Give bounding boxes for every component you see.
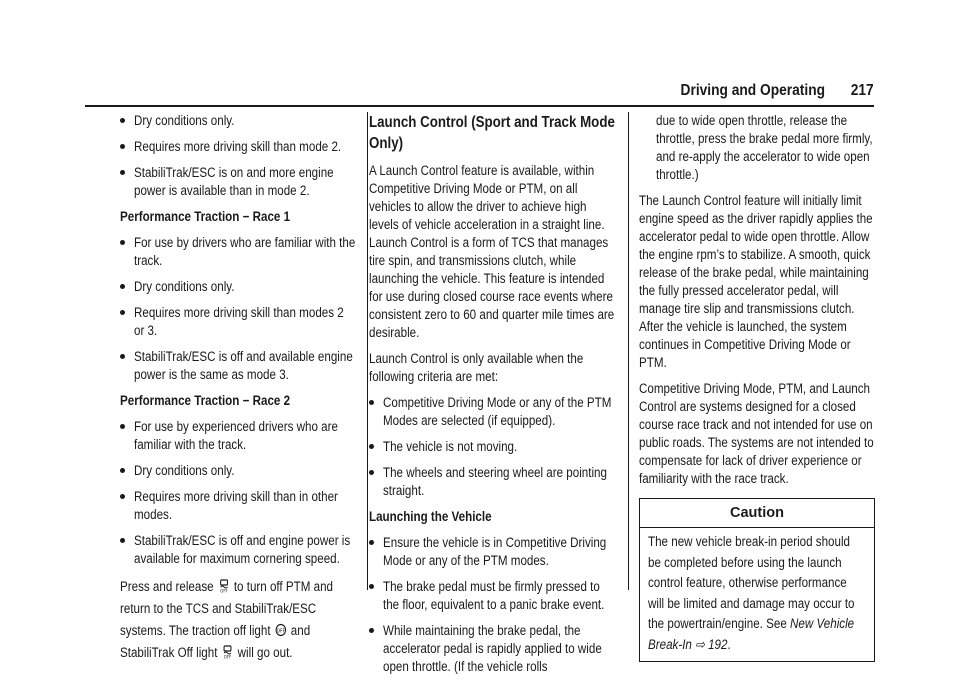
list-item: The wheels and steering wheel are pointing straight. bbox=[369, 464, 619, 500]
list-item: The vehicle is not moving. bbox=[369, 438, 619, 456]
list-item: Competitive Driving Mode or any of the PTM Modes are selected (if equipped). bbox=[369, 394, 619, 430]
race1-heading: Performance Traction − Race 1 bbox=[120, 209, 291, 224]
bullet-icon bbox=[120, 354, 125, 359]
list-item: Ensure the vehicle is in Competitive Driving Mode or any of the PTM modes. bbox=[369, 534, 619, 570]
list-item: Requires more driving skill than modes 2 or 3. bbox=[120, 304, 356, 340]
bullet-icon bbox=[120, 170, 125, 175]
caution-box bbox=[639, 498, 875, 662]
traction-off-icon bbox=[275, 623, 287, 637]
bullet-icon bbox=[369, 540, 374, 545]
list-item: For use by drivers who are familiar with the track. bbox=[120, 234, 356, 270]
bullet-icon bbox=[369, 444, 374, 449]
bullet-icon bbox=[369, 628, 374, 633]
section-title: Driving and Operating bbox=[680, 82, 825, 99]
caution-body: The new vehicle break-in period should be completed before using the launch control feature, otherwise performance will be limited and damage may occur to the powertrain/engine. See New Vehicle Break-In ⇨ 192. bbox=[648, 534, 855, 652]
page-arrow-icon: ⇨ bbox=[695, 636, 705, 652]
bullet-icon bbox=[120, 538, 125, 543]
bullet-icon bbox=[120, 284, 125, 289]
race2-heading: Performance Traction − Race 2 bbox=[120, 393, 291, 408]
bullet-icon bbox=[120, 240, 125, 245]
list-item: Requires more driving skill than mode 2. bbox=[120, 138, 356, 156]
launch-intro-paragraph: A Launch Control feature is available, within Competitive Driving Mode or PTM, on all vehicles to allow the driver to achieve high levels of vehicle acceleration in a straight line. Launch Control is a form of TCS that manages tire spin, and transmissions clutch, while launching the vehicle. This feature is intended for use during closed course race events where consistent zero to 60 and quarter mile times are desirable. bbox=[369, 163, 615, 340]
list-item-continuation: due to wide open throttle, release the throttle, press the brake pedal more firmly, and re-apply the accelerator to wide open throttle.) bbox=[656, 113, 873, 182]
header-rule bbox=[85, 105, 874, 107]
bullet-icon bbox=[120, 494, 125, 499]
bullet-icon bbox=[120, 424, 125, 429]
bullet-icon bbox=[120, 468, 125, 473]
break-in-link[interactable]: New Vehicle Break-In ⇨ 192 bbox=[648, 616, 855, 652]
bullet-icon bbox=[369, 400, 374, 405]
svg-text:OFF: OFF bbox=[276, 629, 285, 635]
list-item: StabiliTrak/ESC is off and engine power is available for maximum cornering speed. bbox=[120, 532, 356, 568]
column-2 bbox=[369, 112, 619, 684]
list-item: While maintaining the brake pedal, the accelerator pedal is rapidly applied to wide open throttle. (If the vehicle rolls bbox=[369, 622, 619, 676]
press-release-paragraph: Press and release OFF to turn off PTM and return to the TCS and StabiliTrak/ESC systems. The traction off light OFF and StabiliTrak Off light OFF will go out. bbox=[120, 579, 333, 660]
bullet-icon bbox=[120, 310, 125, 315]
stabilitrak-off-icon bbox=[222, 645, 234, 659]
caution-title: Caution bbox=[640, 499, 874, 528]
page-number: 217 bbox=[851, 82, 874, 99]
list-item: Dry conditions only. bbox=[120, 278, 356, 296]
column-3 bbox=[639, 112, 876, 662]
svg-text:OFF: OFF bbox=[219, 588, 228, 593]
bullet-icon bbox=[369, 584, 374, 589]
list-item: Dry conditions only. bbox=[120, 112, 356, 130]
list-item: Requires more driving skill than in other modes. bbox=[120, 488, 356, 524]
list-item: For use by experienced drivers who are familiar with the track. bbox=[120, 418, 356, 454]
bullet-icon bbox=[120, 118, 125, 123]
page-header bbox=[0, 82, 960, 104]
list-item: StabiliTrak/ESC is off and available engine power is the same as mode 3. bbox=[120, 348, 356, 384]
column-divider-1 bbox=[367, 112, 368, 590]
bullet-icon bbox=[369, 470, 374, 475]
list-item: The brake pedal must be firmly pressed to the floor, equivalent to a panic brake event. bbox=[369, 578, 619, 614]
launch-availability-paragraph: Launch Control is only available when the following criteria are met: bbox=[369, 351, 584, 384]
list-item: StabiliTrak/ESC is on and more engine power is available than in mode 2. bbox=[120, 164, 356, 200]
esc-off-icon bbox=[218, 579, 230, 593]
launching-heading: Launching the Vehicle bbox=[369, 509, 492, 524]
launch-control-title: Launch Control (Sport and Track Mode Only) bbox=[369, 114, 615, 152]
bullet-icon bbox=[120, 144, 125, 149]
list-item: Dry conditions only. bbox=[120, 462, 356, 480]
svg-text:OFF: OFF bbox=[223, 654, 232, 659]
column-1 bbox=[120, 112, 356, 672]
launch-behavior-paragraph: The Launch Control feature will initially limit engine speed as the driver rapidly applies the accelerator pedal to wide open throttle. Allow the engine rpm’s to stabilize. A smooth, quick release of the brake pedal, while maintaining the fully pressed accelerator pedal, will manage tire slip and transmissions clutch. After the vehicle is launched, the system continues in Competitive Driving Mode or PTM. bbox=[639, 193, 873, 370]
race-track-paragraph: Competitive Driving Mode, PTM, and Launch Control are systems designed for a closed course race track and not intended for use on public roads. The systems are not intended to compensate for lack of driver experience or familiarity with the race track. bbox=[639, 381, 874, 486]
column-divider-2 bbox=[628, 112, 629, 590]
